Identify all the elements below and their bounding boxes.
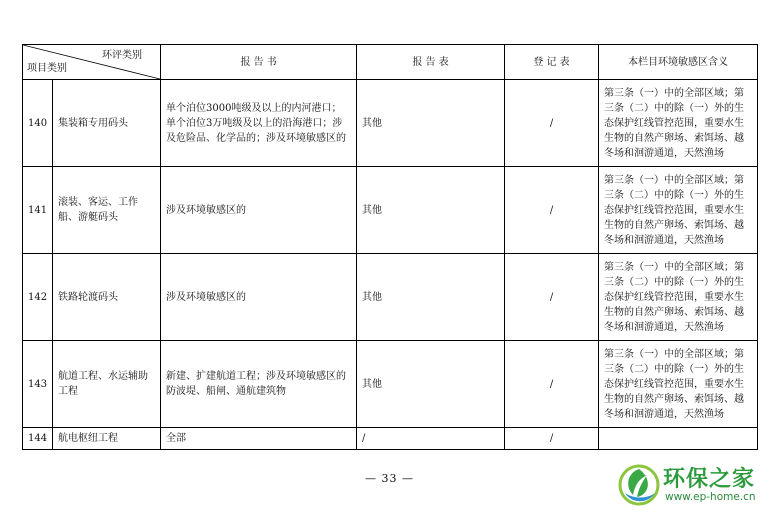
watermark-url: www.ep-home.cn	[665, 491, 756, 503]
report-book-cell: 全部	[161, 428, 357, 450]
report-table-cell: 其他	[357, 341, 505, 428]
registration-cell: /	[505, 167, 599, 254]
row-number: 141	[23, 167, 53, 254]
table-row	[23, 167, 758, 254]
watermark-brand: 环保之家	[663, 467, 756, 492]
watermark	[615, 458, 775, 510]
report-table-cell: 其他	[357, 167, 505, 254]
project-category: 铁路轮渡码头	[53, 254, 161, 341]
page-number: — 33 —	[365, 472, 414, 485]
header-project-category: 项目类别	[27, 63, 67, 74]
report-table-cell: 其他	[357, 254, 505, 341]
report-book-cell: 涉及环境敏感区的	[161, 167, 357, 254]
project-category: 滚装、客运、工作船、游艇码头	[53, 167, 161, 254]
registration-cell: /	[505, 428, 599, 450]
table-row	[23, 341, 758, 428]
registration-cell: /	[505, 254, 599, 341]
row-number: 140	[23, 80, 53, 167]
table-row	[23, 80, 758, 167]
sensitive-meaning-cell: 第三条（一）中的全部区域；第三条（二）中的除（一）外的生态保护红线管控范围，重要水生生物的自然产卵场、索饵场、越冬场和洄游通道，天然渔场	[599, 80, 758, 167]
table-row	[23, 428, 758, 450]
registration-cell: /	[505, 341, 599, 428]
header-report-book: 报 告 书	[161, 45, 357, 80]
row-number: 143	[23, 341, 53, 428]
header-eia-category: 环评类别	[102, 50, 142, 61]
leaf-logo-icon	[617, 463, 661, 507]
sensitive-meaning-cell	[599, 428, 758, 450]
row-number: 142	[23, 254, 53, 341]
report-table-cell: /	[357, 428, 505, 450]
classification-table	[22, 44, 758, 450]
row-number: 144	[23, 428, 53, 450]
project-category: 航电枢纽工程	[53, 428, 161, 450]
registration-cell: /	[505, 80, 599, 167]
report-table-cell: 其他	[357, 80, 505, 167]
diagonal-header-cell	[23, 45, 161, 80]
header-sensitive-meaning: 本栏目环境敏感区含义	[599, 45, 758, 80]
project-category: 航道工程、水运辅助工程	[53, 341, 161, 428]
sensitive-meaning-cell: 第三条（一）中的全部区域；第三条（二）中的除（一）外的生态保护红线管控范围，重要水生生物的自然产卵场、索饵场、越冬场和洄游通道，天然渔场	[599, 167, 758, 254]
report-book-cell: 新建、扩建航道工程；涉及环境敏感区的防波堤、船闸、通航建筑物	[161, 341, 357, 428]
table-row	[23, 254, 758, 341]
report-book-cell: 涉及环境敏感区的	[161, 254, 357, 341]
sensitive-meaning-cell: 第三条（一）中的全部区域；第三条（二）中的除（一）外的生态保护红线管控范围，重要水生生物的自然产卵场、索饵场、越冬场和洄游通道，天然渔场	[599, 341, 758, 428]
table-header-row	[23, 45, 758, 80]
sensitive-meaning-cell: 第三条（一）中的全部区域；第三条（二）中的除（一）外的生态保护红线管控范围，重要水生生物的自然产卵场、索饵场、越冬场和洄游通道，天然渔场	[599, 254, 758, 341]
report-book-cell: 单个泊位3000吨级及以上的内河港口；单个泊位3万吨级及以上的沿海港口；涉及危险品、化学品的；涉及环境敏感区的	[161, 80, 357, 167]
header-report-table: 报 告 表	[357, 45, 505, 80]
header-registration: 登 记 表	[505, 45, 599, 80]
project-category: 集装箱专用码头	[53, 80, 161, 167]
